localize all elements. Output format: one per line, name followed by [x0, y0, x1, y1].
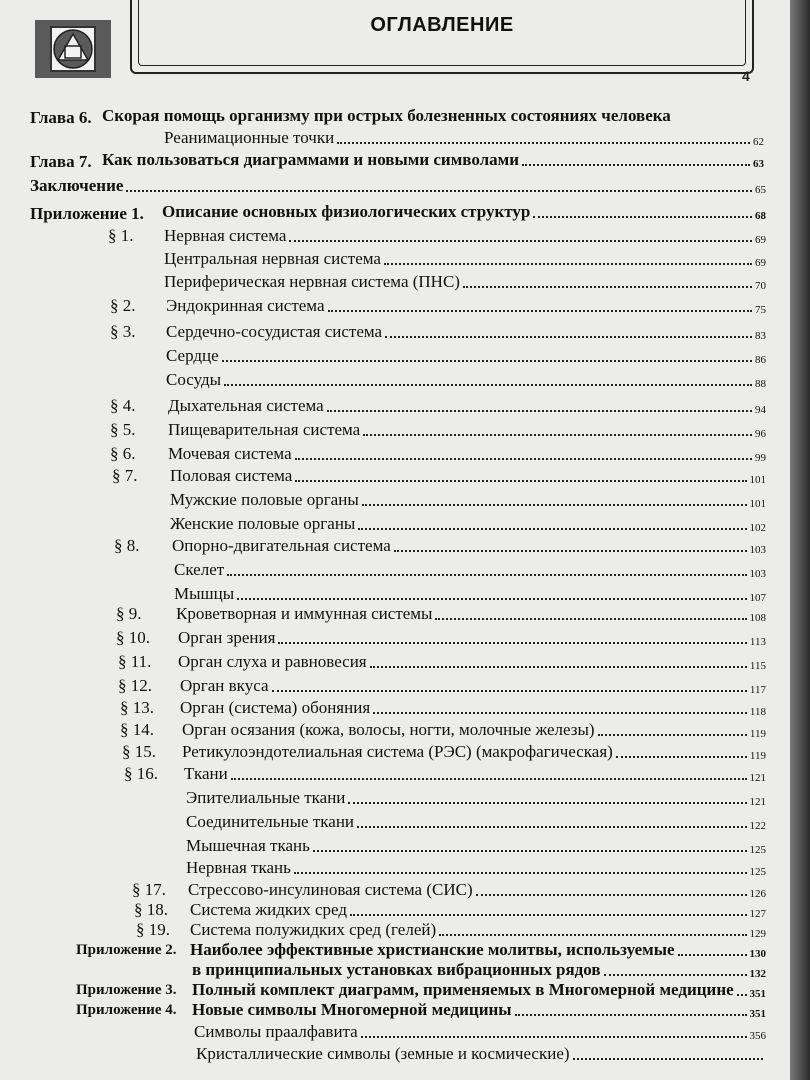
toc-entry: Мочевая система 99: [168, 444, 766, 464]
appendix-number: Приложение 1.: [30, 204, 144, 223]
page-title: ОГЛАВЛЕНИЕ: [370, 14, 514, 36]
section-number: § 3.: [110, 322, 136, 341]
section-number: § 1.: [108, 226, 134, 245]
chapter-number: Глава 6.: [30, 108, 92, 127]
toc-entry: Орган осязания (кожа, волосы, ногти, молочные железы) 119: [182, 720, 766, 740]
toc-entry: Орган слуха и равновесия 115: [178, 652, 766, 672]
toc-entry: Ретикулоэндотелиальная система (РЭС) (макрофагическая) 119: [182, 742, 766, 762]
toc-entry: Полный комплект диаграмм, применяемых в Многомерной медицине 351: [192, 980, 766, 1000]
toc-entry: Эпителиальные ткани 121: [186, 788, 766, 808]
toc-entry: Дыхательная система 94: [168, 396, 766, 416]
toc-entry: Реанимационные точки 62: [164, 128, 764, 148]
toc-entry: Центральная нервная система 69: [164, 249, 766, 269]
toc-entry: Орган вкуса 117: [180, 676, 766, 696]
toc-entry: Орган (система) обоняния 118: [180, 698, 766, 718]
section-number: § 17.: [132, 880, 166, 899]
chapter-number: Глава 7.: [30, 152, 92, 171]
toc-entry: Наиболее эффективные христианские молитвы, используемые 130: [190, 940, 766, 960]
page-number: 4: [742, 68, 750, 84]
toc-entry: Соединительные ткани 122: [186, 812, 766, 832]
toc-entry: Система полужидких сред (гелей) 129: [190, 920, 766, 940]
section-number: § 6.: [110, 444, 136, 463]
toc-entry: Стрессово-инсулиновая система (СИС) 126: [188, 880, 766, 900]
toc-entry: Орган зрения 113: [178, 628, 766, 648]
toc-entry: Символы праалфавита 356: [194, 1022, 766, 1042]
section-number: § 12.: [118, 676, 152, 695]
toc-entry: Скелет 103: [174, 560, 766, 580]
section-number: § 15.: [122, 742, 156, 761]
toc-entry: Пищеварительная система 96: [168, 420, 766, 440]
toc-entry: Мышцы 107: [174, 584, 766, 604]
page-edge: [790, 0, 810, 1080]
appendix-number: Приложение 4.: [76, 1002, 177, 1018]
toc-entry: Система жидких сред 127: [190, 900, 766, 920]
toc-entry: Ткани 121: [184, 764, 766, 784]
section-number: § 7.: [112, 466, 138, 485]
section-number: § 16.: [124, 764, 158, 783]
section-number: § 10.: [116, 628, 150, 647]
toc-entry: Сердце 86: [166, 346, 766, 366]
toc-entry: Опорно-двигательная система 103: [172, 536, 766, 556]
toc-entry: Мужские половые органы 101: [170, 490, 766, 510]
toc-entry: Женские половые органы 102: [170, 514, 766, 534]
toc-entry: в принципиальных установках вибрационных рядов 132: [192, 960, 766, 980]
toc-entry: Кристаллические символы (земные и космические): [196, 1044, 766, 1064]
section-number: § 8.: [114, 536, 140, 555]
section-number: § 14.: [120, 720, 154, 739]
toc-entry: Нервная ткань 125: [186, 858, 766, 878]
section-number: § 19.: [136, 920, 170, 939]
appendix-number: Приложение 3.: [76, 982, 177, 998]
appendix-number: Приложение 2.: [76, 942, 177, 958]
toc-entry: Заключение 65: [30, 176, 766, 196]
section-number: § 9.: [116, 604, 142, 623]
toc-entry: Как пользоваться диаграммами и новыми символами 63: [102, 150, 764, 170]
toc-entry: Сосуды 88: [166, 370, 766, 390]
toc-entry: Эндокринная система 75: [166, 296, 766, 316]
toc-entry: Новые символы Многомерной медицины 351: [192, 1000, 766, 1020]
toc-entry: Мышечная ткань 125: [186, 836, 766, 856]
toc-entry: Описание основных физиологических структур 68: [162, 202, 766, 222]
chapter-title: Скорая помощь организму при острых болезненных состояниях человека: [102, 106, 671, 125]
toc-entry: Половая система 101: [170, 466, 766, 486]
section-number: § 11.: [118, 652, 152, 671]
toc-entry: Периферическая нервная система (ПНС) 70: [164, 272, 766, 292]
toc-entry: Кроветворная и иммунная системы 108: [176, 604, 766, 624]
section-number: § 4.: [110, 396, 136, 415]
section-number: § 5.: [110, 420, 136, 439]
section-number: § 2.: [110, 296, 136, 315]
toc-entry: Нервная система 69: [164, 226, 766, 246]
section-number: § 18.: [134, 900, 168, 919]
section-number: § 13.: [120, 698, 154, 717]
toc-entry: Сердечно-сосудистая система 83: [166, 322, 766, 342]
